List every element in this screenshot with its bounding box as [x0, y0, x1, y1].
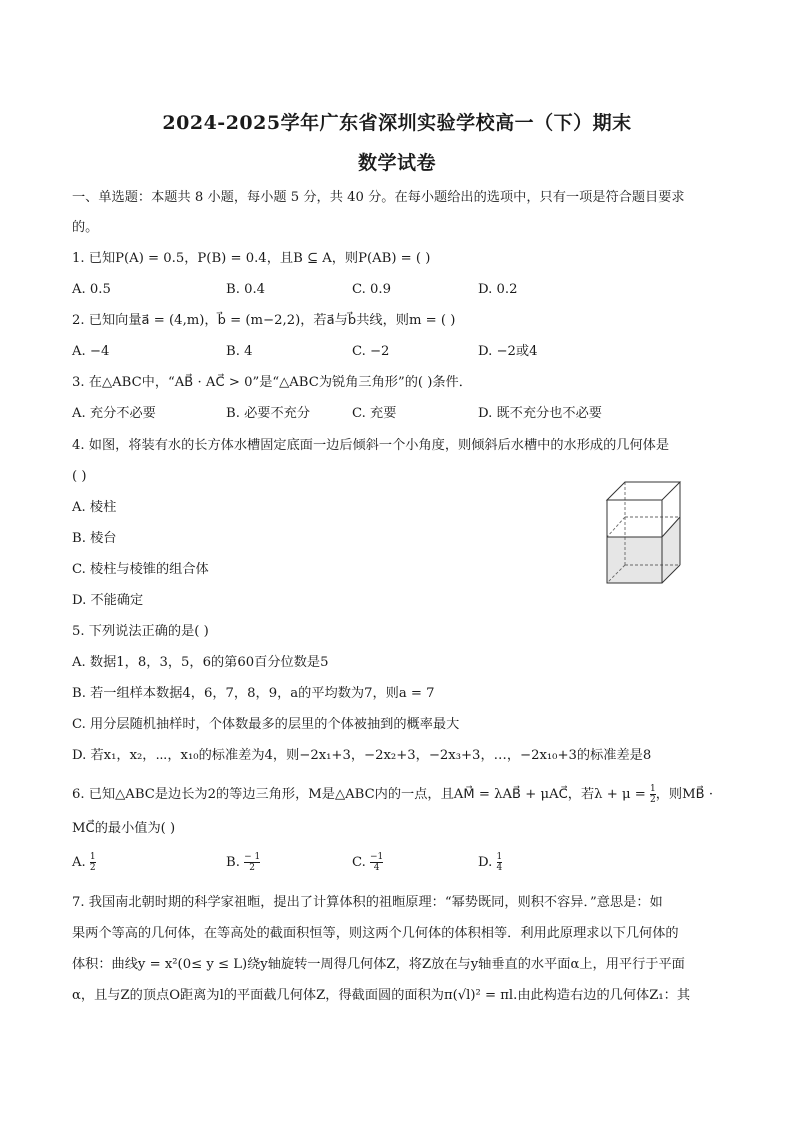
q3-option-b: B. 必要不充分 — [226, 406, 311, 421]
question-7-line3: 体积：曲线y = x²(0≤ y ≤ L)绕y轴旋转一周得几何体Z，将Z放在与y轴垂直的水平面α上，用平行于平面 — [72, 957, 685, 972]
question-6-stem — [72, 784, 722, 805]
q6-b-fraction — [244, 852, 260, 873]
water-tank-figure — [605, 480, 683, 586]
q4-option-d: D. 不能确定 — [72, 593, 144, 608]
question-7-line4: α，且与Z的顶点O距离为l的平面截几何体Z，得截面圆的面积为π(√l)² = πl.由此构造右边的几何体Z₁：其 — [72, 988, 691, 1003]
section-heading: 一、单选题：本题共 8 小题，每小题 5 分，共 40 分。在每小题给出的选项中，只有一项是符合题目要求 — [72, 190, 685, 205]
q6-frac-numerator: 1 — [649, 784, 656, 794]
q2-option-d: D. −2或4 — [478, 344, 538, 359]
q5-option-c: C. 用分层随机抽样时，个体数最多的层里的个体被抽到的概率最大 — [72, 717, 460, 732]
q6-b-num: − 1 — [244, 852, 261, 862]
section-heading-cont: 的。 — [72, 220, 99, 235]
question-1-stem: 1. 已知P(A) = 0.5，P(B) = 0.4，且B ⊆ A，则P(AB) = ( ) — [72, 251, 431, 266]
q6-frac-denominator: 2 — [649, 795, 656, 805]
q6-option-d — [478, 852, 502, 873]
q6-a-num: 1 — [89, 852, 96, 862]
q1-option-b: B. 0.4 — [226, 282, 266, 297]
q2-option-c: C. −2 — [352, 344, 390, 359]
q6-c-label: C. — [352, 855, 366, 870]
q5-option-a: A. 数据1，8，3，5，6的第60百分位数是5 — [72, 655, 329, 670]
q6-b-label: B. — [226, 855, 240, 870]
question-2-stem: 2. 已知向量a⃗ = (4,m)，b⃗ = (m−2,2)，若a⃗与b⃗共线，则m = ( ) — [72, 313, 456, 328]
q5-option-d: D. 若x₁，x₂，⋯，x₁₀的标准差为4，则−2x₁+3，−2x₂+3，−2x₃+3，…，−2x₁₀+3的标准差是8 — [72, 748, 652, 763]
q6-c-fraction — [370, 852, 383, 873]
q3-option-c: C. 充要 — [352, 406, 397, 421]
q4-option-b: B. 棱台 — [72, 531, 117, 546]
q2-option-b: B. 4 — [226, 344, 253, 359]
q6-b-den: 2 — [244, 862, 260, 873]
q1-option-a: A. 0.5 — [72, 282, 111, 297]
q3-option-a: A. 充分不必要 — [72, 406, 156, 421]
question-7-line1: 7. 我国南北朝时期的科学家祖暅，提出了计算体积的祖暅原理：“幂势既同，则积不容异．”意思是：如 — [72, 895, 663, 910]
q3-option-d: D. 既不充分也不必要 — [478, 406, 602, 421]
q2-option-a: A. −4 — [72, 344, 110, 359]
question-6-stem-cont: MC⃗的最小值为( ) — [72, 821, 176, 836]
q6-option-a — [72, 852, 96, 873]
q6-d-den: 4 — [496, 863, 503, 873]
q6-a-label: A. — [72, 855, 86, 870]
q1-option-c: C. 0.9 — [352, 282, 391, 297]
q6-option-c — [352, 852, 383, 873]
q6-stem-part2: ，则MB⃗ · — [655, 787, 714, 802]
question-7-line2: 果两个等高的几何体，在等高处的截面积恒等，则这两个几何体的体积相等．利用此原理求以下几何体的 — [72, 926, 679, 941]
q6-c-den: 4 — [370, 862, 383, 873]
q5-option-b: B. 若一组样本数据4，6，7，8，9，a的平均数为7，则a = 7 — [72, 686, 435, 701]
q6-c-num: −1 — [370, 852, 384, 862]
q4-option-c: C. 棱柱与棱锥的组合体 — [72, 562, 209, 577]
exam-subtitle: 数学试卷 — [357, 152, 436, 174]
question-4-stem-cont: ( ) — [72, 469, 87, 484]
q6-option-b — [226, 852, 260, 873]
q1-option-d: D. 0.2 — [478, 282, 518, 297]
q6-stem-part1: 6. 已知△ABC是边长为2的等边三角形，M是△ABC内的一点，且AM⃗ = λAB⃗ + μAC⃗，若λ + μ = — [72, 787, 650, 802]
q6-d-label: D. — [478, 855, 493, 870]
q6-a-fraction — [90, 852, 96, 873]
q6-d-fraction — [497, 852, 503, 873]
q4-option-a: A. 棱柱 — [72, 500, 117, 515]
question-4-stem: 4. 如图，将装有水的长方体水槽固定底面一边后倾斜一个小角度，则倾斜后水槽中的水形成的几何体是 — [72, 438, 670, 453]
question-5-stem: 5. 下列说法正确的是( ) — [72, 624, 209, 639]
q6-d-num: 1 — [496, 852, 503, 862]
q6-a-den: 2 — [89, 863, 96, 873]
question-3-stem: 3. 在△ABC中，“AB⃗ · AC⃗ > 0”是“△ABC为锐角三角形”的( )条件． — [72, 375, 472, 390]
exam-title: 2024-2025学年广东省深圳实验学校高一（下）期末 — [162, 112, 632, 134]
